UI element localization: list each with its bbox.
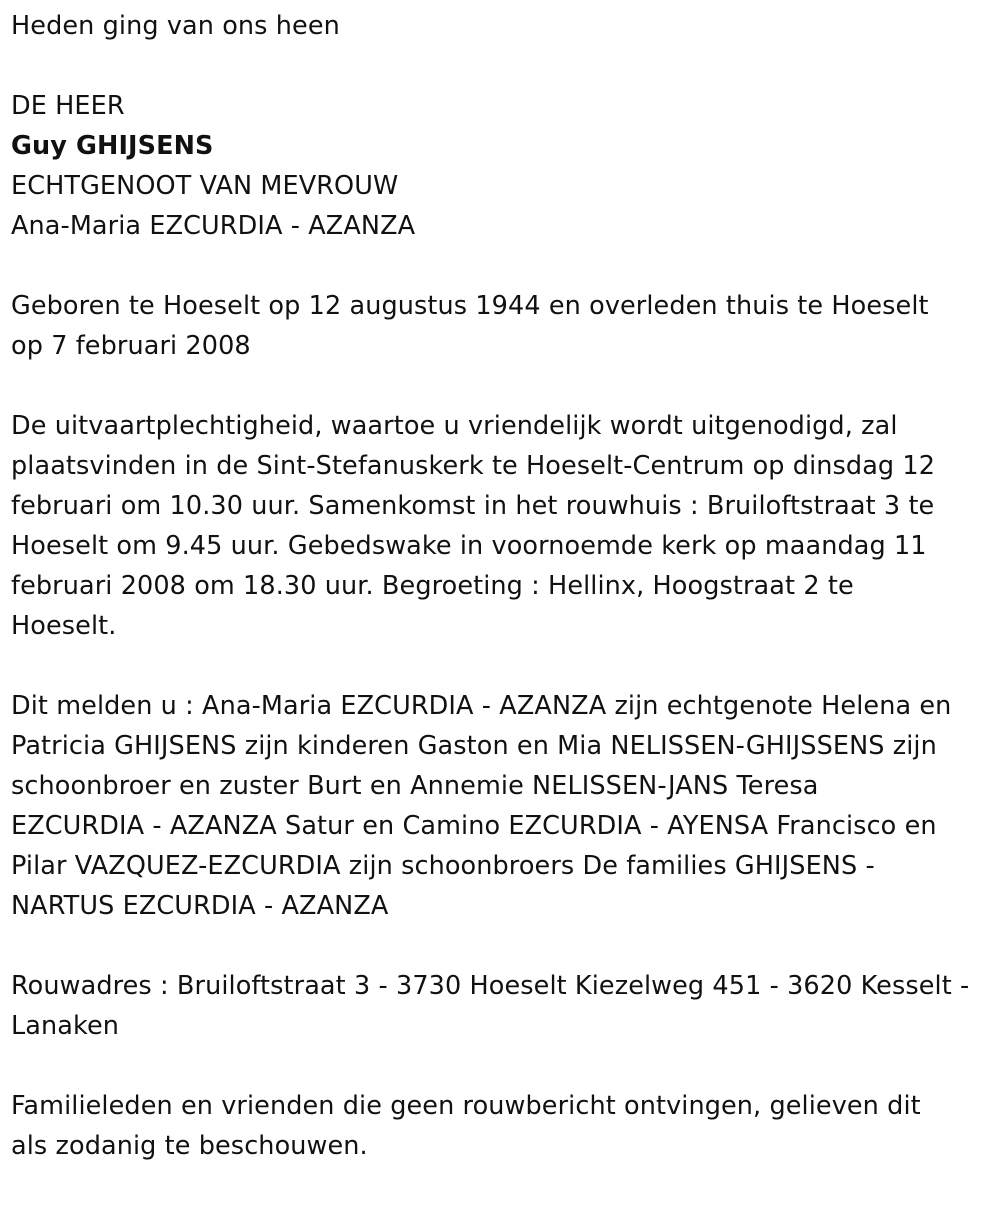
closing-paragraph — [11, 1086, 991, 1166]
deceased-header — [11, 86, 991, 246]
text-line: op 7 februari 2008 — [11, 331, 251, 361]
spouse-name: Ana-Maria EZCURDIA - AZANZA — [11, 211, 416, 241]
family-paragraph — [11, 686, 991, 926]
text-line: Patricia GHIJSENS zijn kinderen Gaston en Mia NELISSEN-GHIJSSENS zijn — [11, 731, 937, 761]
text-line: als zodanig te beschouwen. — [11, 1131, 368, 1161]
text-line: EZCURDIA - AZANZA Satur en Camino EZCURDIA - AYENSA Francisco en — [11, 811, 937, 841]
address-paragraph — [11, 966, 991, 1046]
spouse-label: ECHTGENOOT VAN MEVROUW — [11, 171, 399, 201]
text-line: februari 2008 om 18.30 uur. Begroeting : Hellinx, Hoogstraat 2 te — [11, 571, 854, 601]
text-line: plaatsvinden in de Sint-Stefanuskerk te Hoeselt-Centrum op dinsdag 12 — [11, 451, 936, 481]
text-line: De uitvaartplechtigheid, waartoe u vriendelijk wordt uitgenodigd, zal — [11, 411, 898, 441]
text-line: Geboren te Hoeselt op 12 augustus 1944 en overleden thuis te Hoeselt — [11, 291, 929, 321]
text-line: Hoeselt om 9.45 uur. Gebedswake in voornoemde kerk op maandag 11 — [11, 531, 927, 561]
text-line: Hoeselt. — [11, 611, 117, 641]
deceased-name: Guy GHIJSENS — [11, 131, 214, 161]
text-line: schoonbroer en zuster Burt en Annemie NELISSEN-JANS Teresa — [11, 771, 819, 801]
honorific-title: DE HEER — [11, 91, 125, 121]
text-line: Pilar VAZQUEZ-EZCURDIA zijn schoonbroers De families GHIJSENS - — [11, 851, 875, 881]
text-line: Dit melden u : Ana-Maria EZCURDIA - AZANZA zijn echtgenote Helena en — [11, 691, 952, 721]
text-line: februari om 10.30 uur. Samenkomst in het rouwhuis : Bruiloftstraat 3 te — [11, 491, 935, 521]
text-line: Familieleden en vrienden die geen rouwbericht ontvingen, gelieven dit — [11, 1091, 921, 1121]
intro-line: Heden ging van ons heen — [11, 11, 340, 41]
funeral-paragraph — [11, 406, 991, 646]
text-line: Lanaken — [11, 1011, 120, 1041]
text-line: NARTUS EZCURDIA - AZANZA — [11, 891, 389, 921]
obituary-document — [11, 0, 991, 1166]
birth-death-paragraph — [11, 286, 991, 366]
text-line: Rouwadres : Bruiloftstraat 3 - 3730 Hoeselt Kiezelweg 451 - 3620 Kesselt - — [11, 971, 970, 1001]
